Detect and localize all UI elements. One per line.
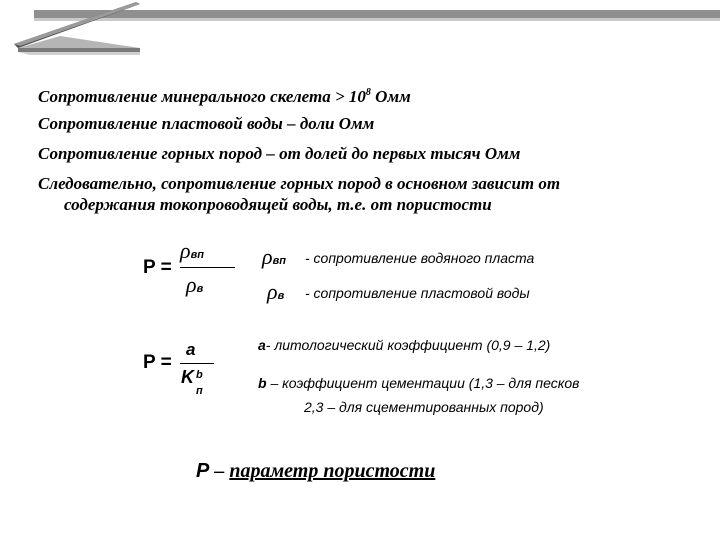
rho-symbol: ρ [262, 244, 273, 269]
line-1-text: Сопротивление минерального скелета > 10 [38, 87, 366, 106]
def1-text: - сопротивление водяного пласта [305, 250, 535, 266]
parameter-symbol: P [196, 460, 210, 482]
def2-sub: в [277, 290, 285, 302]
text-line-3: Сопротивление горных пород – от долей до первых тысяч Омм [38, 144, 521, 163]
text-line-2: Сопротивление пластовой воды – доли Омм [38, 114, 375, 133]
formula1-denominator [186, 272, 203, 298]
def-b-line [258, 375, 579, 391]
formula1-num-sub: вп [190, 249, 204, 261]
text-line-5: содержания токопроводящей воды, т.е. от пористости [64, 195, 492, 214]
formula2-den-sub: п [196, 385, 203, 397]
formula1-fraction-bar [180, 267, 235, 268]
def-a-symbol: a [258, 337, 266, 353]
parameter-dash: – [209, 460, 230, 482]
def1-symbol [262, 244, 286, 270]
formula1-lhs: P = [143, 257, 172, 278]
formula2-den-base: K [181, 367, 194, 387]
corner-swoosh-logo-icon [0, 0, 150, 60]
def-b-text: – коэффициент цементации (1,3 – для песков [266, 375, 580, 391]
formula2-numerator: a [186, 340, 196, 359]
formula1-numerator [180, 238, 204, 264]
formula2-denominator [181, 366, 206, 397]
text-line-1 [38, 83, 411, 107]
parameter-text: параметр пористости [229, 460, 436, 482]
rho-symbol: ρ [186, 272, 197, 297]
text-line-4: Следовательно, сопротивление горных пород в основном зависит от [38, 174, 561, 193]
line-1-sup: 8 [365, 87, 371, 98]
formula2-den-scripts [194, 366, 206, 397]
def2-text: - сопротивление пластовой воды [305, 285, 530, 301]
def1-sub: вп [272, 255, 286, 267]
def-a-text: - литологический коэффициент (0,9 – 1,2) [265, 337, 551, 353]
def-b-line-2: 2,3 – для сцементированных пород) [304, 399, 544, 415]
formula1-den-sub: в [196, 283, 204, 295]
line-1-tail: Омм [370, 87, 411, 106]
formula2-den-sup: b [196, 369, 203, 381]
rho-symbol: ρ [267, 279, 278, 304]
formula2-lhs: P = [143, 352, 172, 373]
def-b-symbol: b [258, 375, 267, 391]
rho-symbol: ρ [180, 238, 191, 263]
def-a-line [258, 337, 550, 353]
def2-symbol [267, 279, 284, 305]
parameter-line [196, 460, 435, 483]
